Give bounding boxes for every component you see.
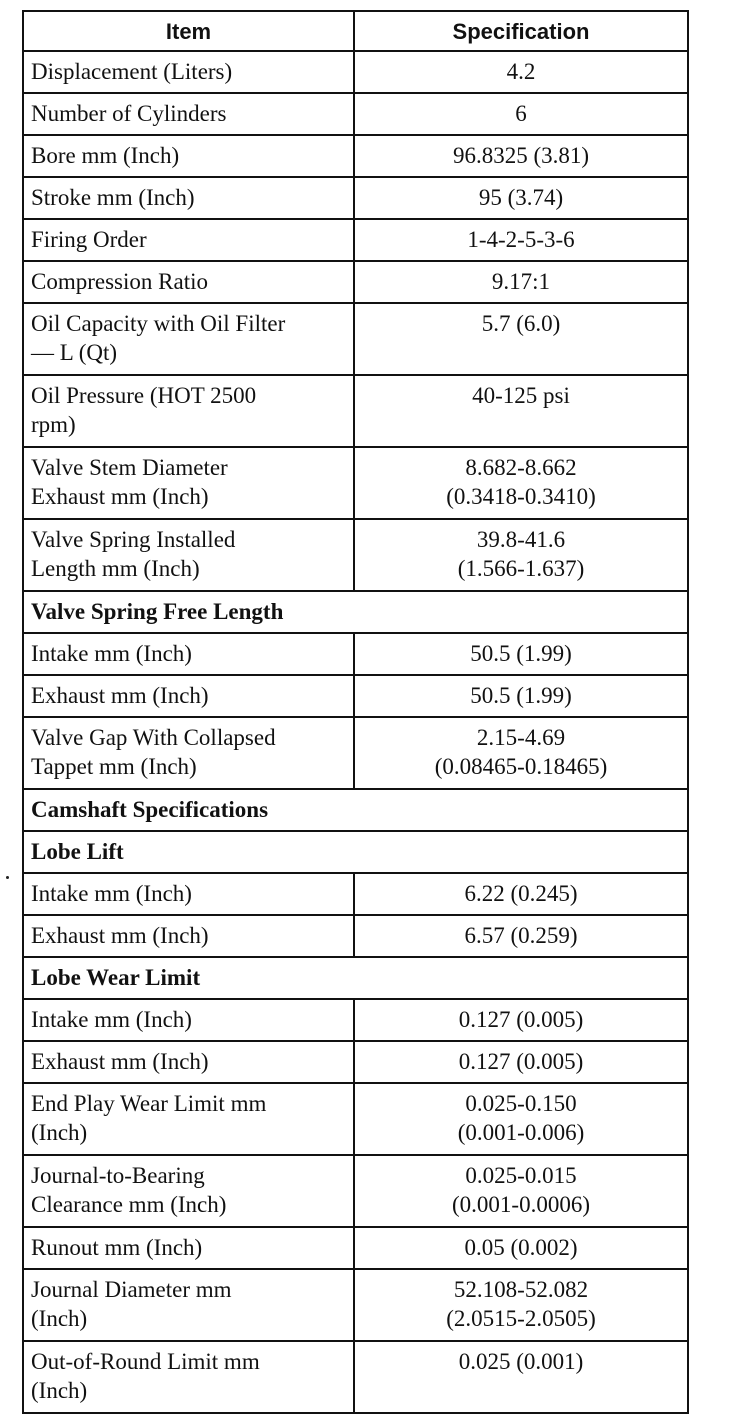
item-cell: Firing Order — [23, 219, 354, 261]
spec-cell: 0.025-0.015 (0.001-0.0006) — [354, 1155, 688, 1227]
table-row — [23, 1041, 688, 1083]
table-row — [23, 519, 688, 591]
table-row — [23, 1083, 688, 1155]
item-cell: Exhaust mm (Inch) — [23, 915, 354, 957]
table-row — [23, 375, 688, 447]
spec-cell: 96.8325 (3.81) — [354, 135, 688, 177]
spec-cell: 4.2 — [354, 51, 688, 93]
item-cell: Runout mm (Inch) — [23, 1227, 354, 1269]
spec-cell: 95 (3.74) — [354, 177, 688, 219]
table-row — [23, 219, 688, 261]
item-cell: Oil Pressure (HOT 2500 rpm) — [23, 375, 354, 447]
table-row — [23, 447, 688, 519]
stray-mark — [6, 876, 9, 879]
item-cell: Valve Gap With Collapsed Tappet mm (Inch) — [23, 717, 354, 789]
table-row — [23, 675, 688, 717]
section-heading: Valve Spring Free Length — [23, 591, 688, 633]
spec-cell: 5.7 (6.0) — [354, 303, 688, 375]
table-body — [23, 51, 688, 1413]
table-row — [23, 93, 688, 135]
section-heading: Camshaft Specifications — [23, 789, 688, 831]
header-row — [23, 11, 688, 51]
section-row — [23, 789, 688, 831]
spec-cell: 50.5 (1.99) — [354, 675, 688, 717]
table-row — [23, 261, 688, 303]
spec-cell: 0.127 (0.005) — [354, 1041, 688, 1083]
spec-cell: 9.17:1 — [354, 261, 688, 303]
item-cell: Number of Cylinders — [23, 93, 354, 135]
item-cell: Valve Stem Diameter Exhaust mm (Inch) — [23, 447, 354, 519]
item-cell: Displacement (Liters) — [23, 51, 354, 93]
column-header-item: Item — [23, 11, 354, 51]
spec-cell: 2.15-4.69 (0.08465-0.18465) — [354, 717, 688, 789]
spec-cell: 0.127 (0.005) — [354, 999, 688, 1041]
table-row — [23, 303, 688, 375]
table-row — [23, 999, 688, 1041]
spec-cell: 40-125 psi — [354, 375, 688, 447]
table-row — [23, 1227, 688, 1269]
spec-cell: 0.05 (0.002) — [354, 1227, 688, 1269]
item-cell: Stroke mm (Inch) — [23, 177, 354, 219]
item-cell: Intake mm (Inch) — [23, 873, 354, 915]
table-row — [23, 717, 688, 789]
item-cell: Compression Ratio — [23, 261, 354, 303]
item-cell: End Play Wear Limit mm (Inch) — [23, 1083, 354, 1155]
table-row — [23, 915, 688, 957]
spec-cell: 50.5 (1.99) — [354, 633, 688, 675]
table-row — [23, 1269, 688, 1341]
section-row — [23, 591, 688, 633]
item-cell: Valve Spring Installed Length mm (Inch) — [23, 519, 354, 591]
spec-cell: 0.025-0.150 (0.001-0.006) — [354, 1083, 688, 1155]
item-cell: Intake mm (Inch) — [23, 999, 354, 1041]
section-row — [23, 957, 688, 999]
spec-cell: 6.57 (0.259) — [354, 915, 688, 957]
section-heading: Lobe Wear Limit — [23, 957, 688, 999]
table-row — [23, 135, 688, 177]
item-cell: Journal Diameter mm (Inch) — [23, 1269, 354, 1341]
spec-cell: 6 — [354, 93, 688, 135]
item-cell: Exhaust mm (Inch) — [23, 675, 354, 717]
section-heading: Lobe Lift — [23, 831, 688, 873]
spec-cell: 0.025 (0.001) — [354, 1341, 688, 1413]
spec-table — [22, 10, 689, 1414]
spec-cell: 6.22 (0.245) — [354, 873, 688, 915]
table-row — [23, 1341, 688, 1413]
item-cell: Journal-to-Bearing Clearance mm (Inch) — [23, 1155, 354, 1227]
table-row — [23, 633, 688, 675]
item-cell: Out-of-Round Limit mm (Inch) — [23, 1341, 354, 1413]
column-header-specification: Specification — [354, 11, 688, 51]
table-row — [23, 177, 688, 219]
item-cell: Bore mm (Inch) — [23, 135, 354, 177]
section-row — [23, 831, 688, 873]
spec-cell: 52.108-52.082 (2.0515-2.0505) — [354, 1269, 688, 1341]
spec-cell: 1-4-2-5-3-6 — [354, 219, 688, 261]
table-row — [23, 873, 688, 915]
table-row — [23, 1155, 688, 1227]
spec-cell: 39.8-41.6 (1.566-1.637) — [354, 519, 688, 591]
item-cell: Intake mm (Inch) — [23, 633, 354, 675]
item-cell: Oil Capacity with Oil Filter — L (Qt) — [23, 303, 354, 375]
item-cell: Exhaust mm (Inch) — [23, 1041, 354, 1083]
table-row — [23, 51, 688, 93]
spec-cell: 8.682-8.662 (0.3418-0.3410) — [354, 447, 688, 519]
